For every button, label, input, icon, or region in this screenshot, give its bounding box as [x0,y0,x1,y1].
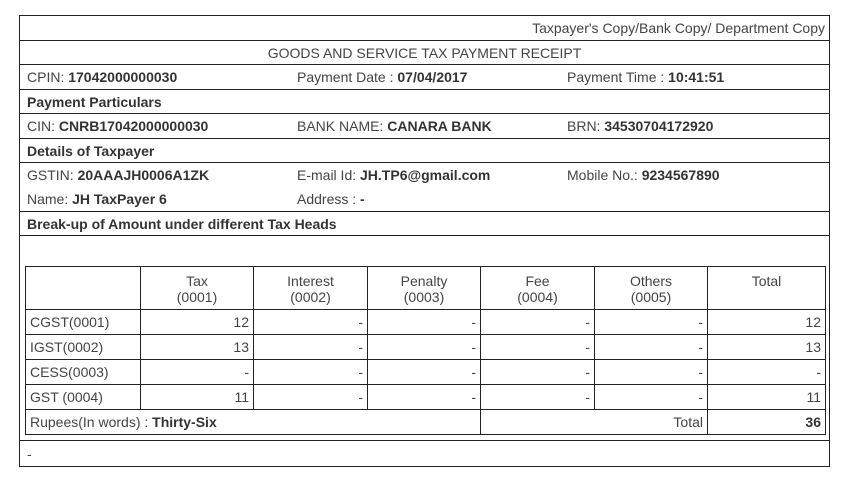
row-label: CESS(0003) [26,360,141,385]
footer-divider [20,440,829,441]
tax-breakup-table-wrap [25,266,825,435]
bank-name-field: BANK NAME: CANARA BANK [297,118,492,134]
table-row [26,310,826,335]
title-row [20,41,829,65]
cell-fee: - [481,360,595,385]
breakup-heading: Break-up of Amount under different Tax Heads [27,216,337,232]
cell-penalty: - [368,360,481,385]
row-label: IGST(0002) [26,335,141,360]
total-label: Total [481,410,708,435]
copy-row [20,16,829,41]
tax-breakup-table [25,266,826,435]
cell-tax: 13 [141,335,254,360]
table-header-row [26,267,826,310]
gstin-field: GSTIN: 20AAAJH0006A1ZK [27,167,210,183]
cin-field: CIN: CNRB17042000000030 [27,118,209,134]
cell-total: 11 [708,385,826,410]
brn-field: BRN: 34530704172920 [567,118,714,134]
cell-others: - [595,310,708,335]
cell-fee: - [481,310,595,335]
table-row [26,360,826,385]
row-label: GST (0004) [26,385,141,410]
mobile-field: Mobile No.: 9234567890 [567,167,720,183]
name-field: Name: JH TaxPayer 6 [27,191,167,207]
taxpayer-heading-row [20,139,829,163]
payment-date-field: Payment Date : 07/04/2017 [297,69,468,85]
table-row [26,335,826,360]
gst-payment-receipt [19,15,830,467]
cell-tax: 11 [141,385,254,410]
cell-fee: - [481,335,595,360]
cell-interest: - [254,360,368,385]
col-header-penalty: Penalty (0003) [368,267,481,310]
col-header-total: Total [708,267,826,310]
col-header-others: Others (0005) [595,267,708,310]
table-row [26,385,826,410]
breakup-heading-row [20,212,829,236]
col-header-fee: Fee (0004) [481,267,595,310]
cpin-row [20,65,829,90]
footer-text: - [27,446,32,462]
col-header-tax: Tax (0001) [141,267,254,310]
cell-interest: - [254,310,368,335]
cell-interest: - [254,335,368,360]
cell-total: 12 [708,310,826,335]
cell-total: 13 [708,335,826,360]
cell-penalty: - [368,335,481,360]
cell-fee: - [481,385,595,410]
cell-others: - [595,335,708,360]
payment-time-field: Payment Time : 10:41:51 [567,69,725,85]
taxpayer-heading: Details of Taxpayer [27,143,155,159]
taxpayer-details-row [20,163,829,212]
col-header-interest: Interest (0002) [254,267,368,310]
cell-penalty: - [368,385,481,410]
total-row [26,410,826,435]
grand-total: 36 [708,410,826,435]
copy-label: Taxpayer's Copy/Bank Copy/ Department Copy [532,20,825,36]
cell-tax: 12 [141,310,254,335]
payment-particulars-row [20,90,829,114]
cin-row [20,114,829,139]
email-field: E-mail Id: JH.TP6@gmail.com [297,167,491,183]
receipt-title: GOODS AND SERVICE TAX PAYMENT RECEIPT [267,45,582,61]
cpin-field: CPIN: 17042000000030 [27,69,178,85]
col-header-head [26,267,141,310]
cell-total: - [708,360,826,385]
cell-tax: - [141,360,254,385]
cell-interest: - [254,385,368,410]
amount-in-words: Rupees(In words) : Thirty-Six [26,410,481,435]
cell-others: - [595,385,708,410]
row-label: CGST(0001) [26,310,141,335]
cell-penalty: - [368,310,481,335]
payment-particulars-heading: Payment Particulars [27,94,162,110]
address-field: Address : - [297,191,365,207]
cell-others: - [595,360,708,385]
